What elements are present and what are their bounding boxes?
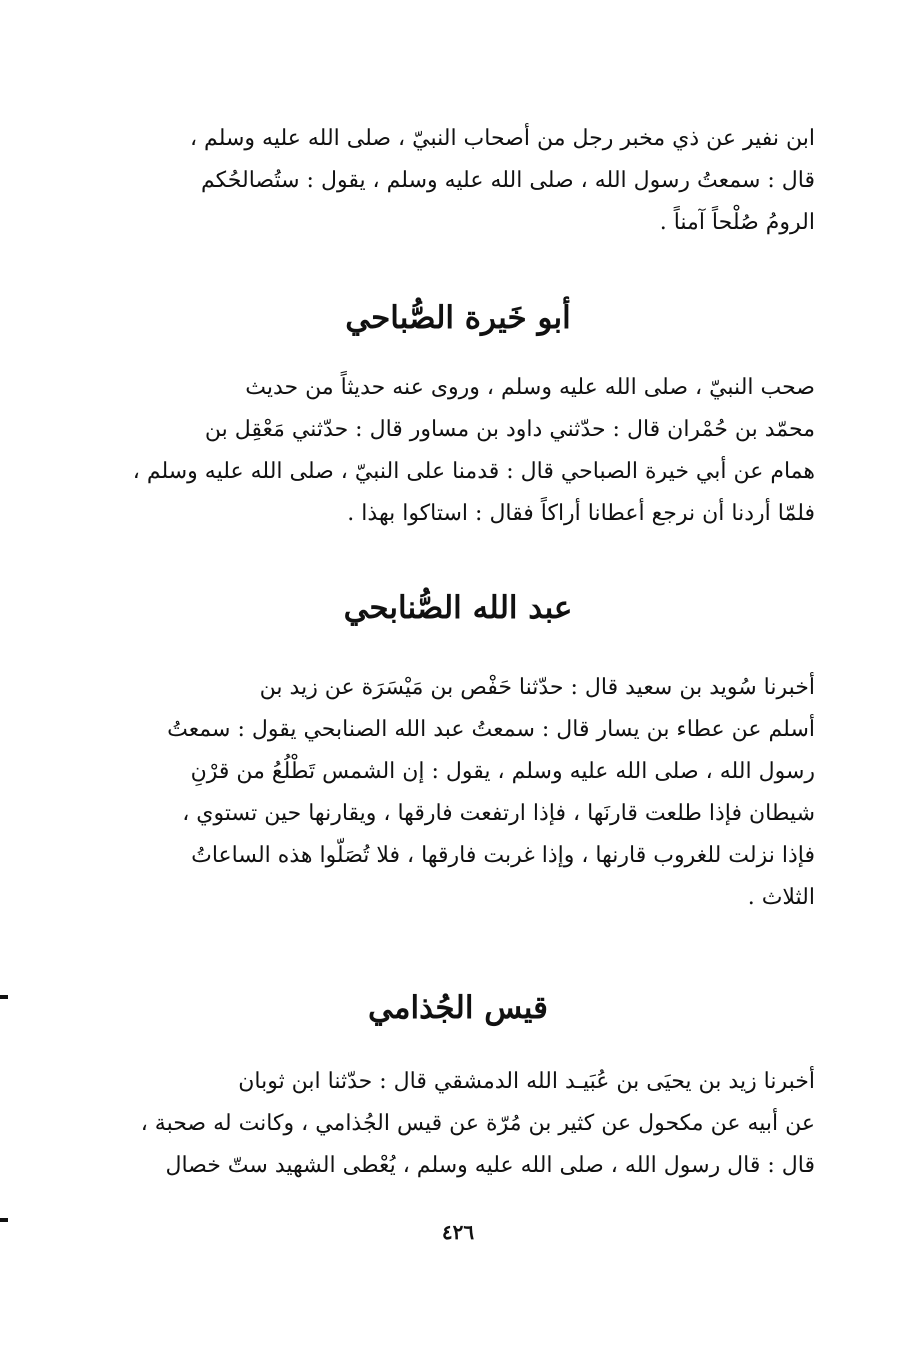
section-heading: عبد الله الصُّنابحي (343, 590, 573, 626)
text-line: الرومُ صُلْحاً آمناً . (659, 210, 815, 235)
text-line: أخبرنا زيد بن يحيَى بن عُبَيـد الله الدمشقي قال : حدّثنا ابن ثوبان (238, 1069, 815, 1094)
text-line: محمّد بن حُمْران قال : حدّثني داود بن مساور قال : حدّثني مَعْقِل بن (204, 417, 815, 442)
intro-paragraph (100, 118, 815, 244)
text-line: فإذا نزلت للغروب قارنها ، وإذا غربت فارقها ، فلا تُصَلّوا هذه الساعاتُ (191, 843, 815, 868)
section-paragraph (100, 667, 815, 919)
text-line: رسول الله ، صلى الله عليه وسلم ، يقول : إن الشمس تَطْلُعُ من قرْنِ (190, 759, 815, 784)
text-line: صحب النبيّ ، صلى الله عليه وسلم ، وروى عنه حديثاً من حديث (245, 375, 815, 400)
text-line: أخبرنا سُويد بن سعيد قال : حدّثنا حَفْص بن مَيْسَرَة عن زيد بن (259, 675, 815, 700)
text-line: عن أبيه عن مكحول عن كثير بن مُرّة عن قيس الجُذامي ، وكانت له صحبة ، (140, 1111, 815, 1136)
scan-edge-mark (0, 1218, 8, 1222)
text-line: قال : سمعتُ رسول الله ، صلى الله عليه وسلم ، يقول : ستُصالحُكم (201, 168, 815, 193)
text-line: الثلاث . (747, 885, 815, 910)
text-line: همام عن أبي خيرة الصباحي قال : قدمنا على النبيّ ، صلى الله عليه وسلم ، (132, 459, 815, 484)
text-line: فلمّا أردنا أن نرجع أعطانا أراكاً فقال : استاكوا بهذا . (347, 501, 815, 526)
text-line: شيطان فإذا طلعت قارنَها ، فإذا ارتفعت فارقها ، ويقارنها حين تستوي ، (182, 801, 815, 826)
text-line: قال : قال رسول الله ، صلى الله عليه وسلم ، يُعْطى الشهيد ستّ خصال (165, 1153, 815, 1178)
section-paragraph (100, 1061, 815, 1187)
section-heading: قيس الجُذامي (368, 990, 548, 1026)
section-heading: أبو خَيرة الصُّباحي (345, 300, 571, 336)
scan-edge-mark (0, 995, 8, 999)
text-line: أسلم عن عطاء بن يسار قال : سمعتُ عبد الله الصنابحي يقول : سمعتُ (167, 717, 815, 742)
text-line: ابن نفير عن ذي مخبر رجل من أصحاب النبيّ ، صلى الله عليه وسلم ، (189, 126, 815, 151)
page-number: ٤٢٦ (441, 1220, 475, 1244)
section-paragraph (100, 367, 815, 535)
